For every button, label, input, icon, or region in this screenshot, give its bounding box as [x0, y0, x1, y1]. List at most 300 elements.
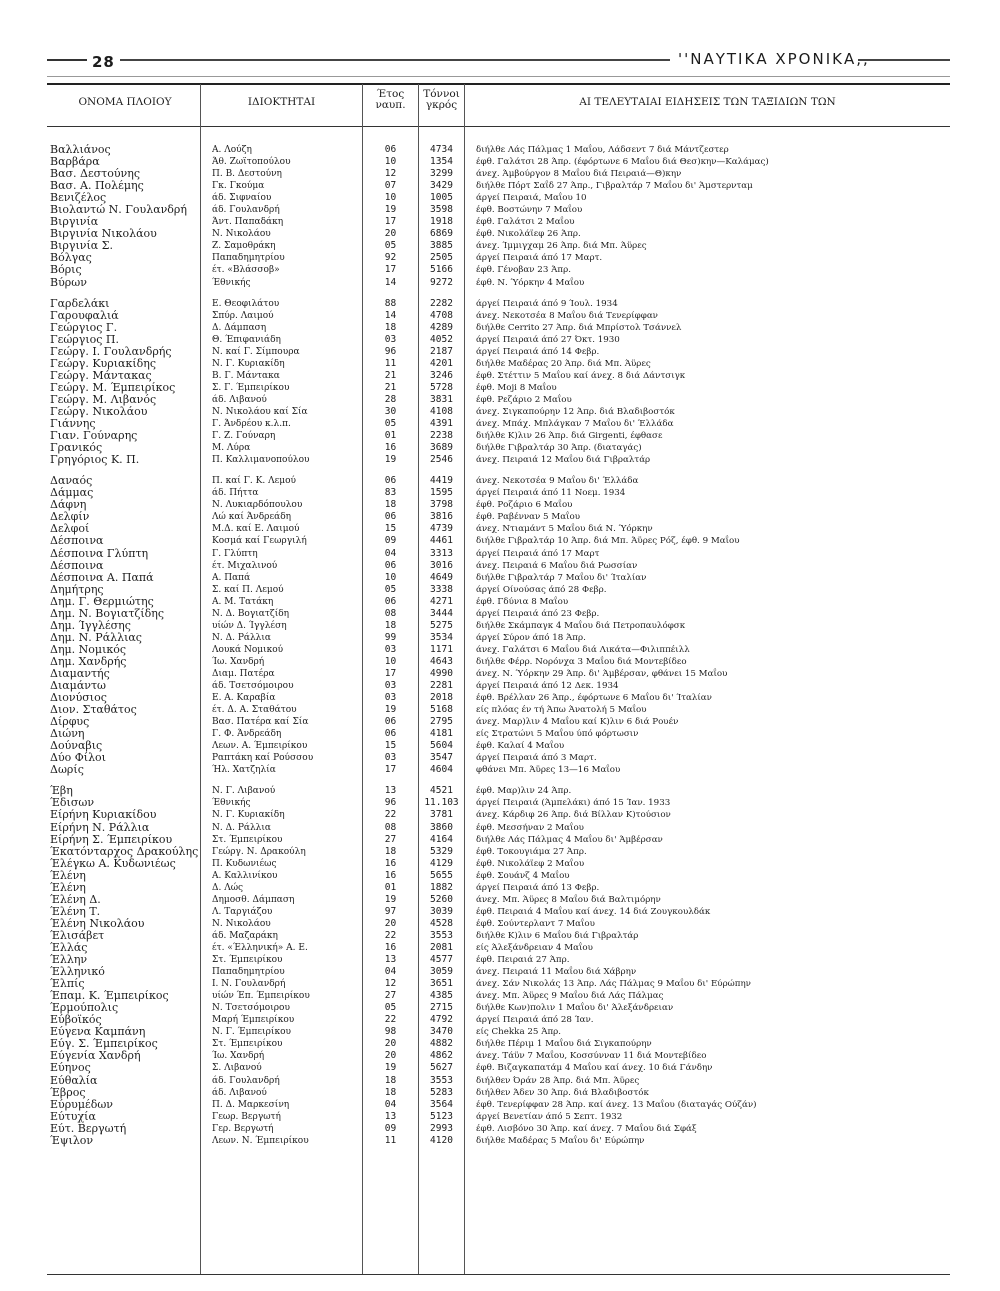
owner-name-cell: Γερ. Βεργωτή: [212, 1123, 274, 1134]
ship-name-cell: Έβη: [50, 785, 73, 798]
voyage-news-cell: άργεί Πειραιά άπό 17 Μαρτ.: [476, 253, 603, 264]
voyage-news-cell: διήλθεν Όράν 28 Άπρ. διά Μπ. Άϋρες: [476, 1075, 640, 1086]
voyage-news-cell: άνεχ. Άμβούργον 8 Μαΐου διά Πειραιά—Θ)κην: [476, 169, 682, 180]
owner-name-cell: Άντ. Παπαδάκη: [212, 217, 284, 228]
owner-name-cell: Λ. Ταργιάζου: [212, 906, 273, 917]
gross-tons-cell: 4461: [430, 535, 453, 547]
ship-name-cell: Εύβοϊκός: [50, 1014, 102, 1027]
gross-tons-cell: 3798: [430, 499, 453, 511]
owner-name-cell: Σπύρ. Λαιμού: [212, 310, 274, 321]
ship-name-cell: Εύηνος: [50, 1062, 91, 1075]
voyage-news-cell: άνεχ. Ίμμιγχαμ 26 Άπρ. διά Μπ. Άϋρες: [476, 241, 647, 252]
voyage-news-cell: διήλθε Σκάμπαγκ 4 Μαΐου διά Πετροπαυλόφσκ: [476, 620, 686, 631]
owner-name-cell: Π. καί Γ. Κ. Λεμού: [212, 476, 296, 487]
gross-tons-cell: 2081: [430, 942, 453, 953]
build-year-cell: 06: [384, 475, 397, 487]
voyage-news-cell: είς Chekka 25 Άπρ.: [476, 1027, 562, 1038]
gross-tons-cell: 5728: [430, 381, 453, 393]
ship-name-cell: Δέσποινα Γλύπτη: [50, 547, 149, 560]
ship-name-cell: Έλλάς: [50, 942, 88, 954]
ship-name-cell: Εύγενα Καμπάνη: [50, 1026, 146, 1039]
build-year-cell: 22: [384, 1014, 397, 1026]
ship-name-cell: Δημ. Ν. Βογιατζίδης: [50, 607, 165, 620]
owner-name-cell: Π. Δ. Μαρκεσίνη: [212, 1099, 290, 1110]
owner-name-cell: έτ. «Βλάσσοβ»: [212, 265, 280, 276]
voyage-news-cell: άργεί Πειραιά άπό 23 Φεβρ.: [476, 608, 600, 619]
owner-name-cell: Ν. Δ. Βογιατζίδη: [212, 608, 290, 619]
voyage-news-cell: φθάνει Μπ. Άϋρες 13—16 Μαΐου: [476, 765, 621, 776]
build-year-cell: 09: [384, 1122, 397, 1134]
gross-tons-cell: 3547: [430, 752, 453, 764]
ship-name-cell: Διαμαντής: [50, 667, 110, 680]
ship-name-cell: Έλληνικό: [50, 966, 105, 979]
gross-tons-cell: 4708: [430, 309, 453, 321]
gross-tons-cell: 3816: [430, 511, 453, 523]
voyage-news-cell: έφθ. Στέττιν 5 Μαΐου καί άνεχ. 8 διά Δάντσιγκ: [476, 370, 686, 381]
year-header-line1: Έτος: [376, 88, 405, 100]
voyage-news-cell: άνεχ. Μπ. Άϋρες 8 Μαΐου διά Βαλτιμόρην: [476, 894, 661, 905]
voyage-news-cell: άργεί Πειραιά άπό 9 Ίουλ. 1934: [476, 298, 618, 309]
owners-column: [212, 144, 360, 1147]
page-header: [0, 0, 1000, 80]
ship-name-cell: Γεώργ. Νικολάου: [50, 405, 148, 418]
owner-name-cell: υίών Δ. Ίγγλέση: [212, 620, 287, 631]
ship-name-cell: Δελφοί: [50, 523, 90, 536]
gross-tons-cell: 2187: [430, 345, 453, 357]
gross-tons-cell: 4108: [430, 405, 453, 417]
ship-name-cell: Δύο Φίλοι: [50, 752, 106, 765]
voyage-news-cell: έφθ. Βιζαγκαπατάμ 4 Μαΐου καί άνεχ. 10 διά Γάνδην: [476, 1063, 713, 1074]
build-year-cell: 15: [384, 740, 397, 752]
gross-tons-cell: 5123: [430, 1110, 453, 1122]
build-year-cell: 98: [384, 1026, 397, 1038]
build-year-cell: 18: [384, 1086, 397, 1098]
gross-tons-cell: 4201: [430, 357, 453, 369]
build-year-cell: 83: [384, 487, 397, 499]
build-year-cell: 13: [384, 785, 397, 797]
voyage-news-cell: έφθ. Μεσσήναν 2 Μαΐου: [476, 822, 584, 833]
owner-name-cell: έτ. Μιχαλινού: [212, 560, 278, 571]
voyage-news-cell: έφθ. Ραβένναν 5 Μαΐου: [476, 512, 581, 523]
ship-name-cell: Δίρφυς: [50, 716, 90, 729]
ship-name-cell: Εύγ. Σ. Έμπειρίκος: [50, 1038, 158, 1051]
gross-tons-cell: 3444: [430, 607, 453, 619]
build-year-cell: 13: [384, 1110, 397, 1122]
ship-name-cell: Γιάννης: [50, 418, 96, 431]
owner-name-cell: Ραπτάκη καί Ρούσσου: [212, 753, 314, 764]
ship-name-cell: Βόλγας: [50, 252, 92, 265]
group-spacer: [419, 776, 464, 785]
gross-tons-cell: 2282: [430, 297, 453, 309]
year-column: [363, 144, 418, 1147]
gross-tons-cell: 1354: [430, 156, 453, 168]
voyage-news-cell: άργεί Πειραιά άπό 27 Όκτ. 1930: [476, 334, 620, 345]
owner-name-cell: Δ. Δάμπαση: [212, 322, 267, 333]
build-year-cell: 18: [384, 1074, 397, 1086]
gross-tons-cell: 3429: [430, 180, 453, 192]
build-year-cell: 14: [384, 309, 397, 321]
owner-name-cell: Ν. Γ. Λιβανού: [212, 786, 276, 797]
voyage-news-cell: άνεχ. Μπάχ. Μπλάγκαν 7 Μαΐου δι' Έλλάδα: [476, 419, 674, 430]
gross-tons-cell: 4052: [430, 333, 453, 345]
owner-name-cell: Διαμ. Πατέρα: [212, 668, 275, 679]
ship-name-cell: Έλένη: [50, 869, 86, 882]
owner-name-cell: Κοσμά καί Γεωργιλή: [212, 536, 307, 547]
gross-tons-cell: 4604: [430, 764, 453, 776]
ship-name-cell: Γαρδελάκι: [50, 297, 110, 310]
owner-name-cell: Ν. Δ. Ράλλια: [212, 632, 271, 643]
ship-name-cell: Έλέγκω Α. Κυδωνιέως: [50, 857, 176, 870]
gross-tons-cell: 2018: [430, 692, 453, 704]
ship-name-cell: Είρήνη Σ. Έμπειρίκου: [50, 833, 173, 846]
voyage-news-cell: διήλθε Λάς Πάλμας 1 Μαΐου, Λάδσεντ 7 διά Μάντζεστερ: [476, 145, 729, 155]
gross-tons-cell: 5604: [430, 740, 453, 752]
gross-tons-cell: 4391: [430, 418, 453, 430]
voyage-news-cell: διήλθε Κων)πολιν 1 Μαΐου δι' Άλεξάνδρειαν: [476, 1003, 674, 1014]
ship-name-cell: Εύτ. Βεργωτή: [50, 1122, 127, 1135]
build-year-cell: 18: [384, 845, 397, 857]
ship-name-cell: Βιολαντώ Ν. Γουλανδρή: [50, 204, 187, 217]
owner-name-cell: Σ. Γ. Έμπειρίκου: [212, 382, 290, 393]
ship-name-cell: Εύγενία Χανδρή: [50, 1050, 141, 1063]
ship-name-cell: Βενιζέλος: [50, 192, 107, 205]
ship-name-cell: Δέσποινα: [50, 535, 104, 548]
voyage-news-cell: έφθ. Λισβόνο 30 Άπρ. καί άνεχ. 7 Μαΐου διά Σφάξ: [476, 1123, 697, 1134]
build-year-cell: 06: [384, 716, 397, 728]
gross-tons-cell: 4419: [430, 475, 453, 487]
ship-name-cell: Έκατόνταρχος Δρακούλης: [50, 845, 199, 858]
owner-name-cell: Π. Β. Δεστούνη: [212, 169, 282, 180]
gross-tons-cell: 1005: [430, 192, 453, 204]
gross-tons-cell: 4129: [430, 857, 453, 869]
build-year-cell: 08: [384, 821, 397, 833]
gross-tons-cell: 11.103: [424, 797, 459, 809]
owner-name-cell: Δ. Λώς: [212, 882, 244, 893]
voyage-news-cell: άνεχ. Νεκοτσέα 9 Μαΐου δι' Έλλάδα: [476, 476, 639, 487]
owner-name-cell: Έθνικής: [212, 277, 251, 288]
gross-tons-cell: 3860: [430, 821, 453, 833]
voyage-news-cell: έφθ. Πειραιά 27 Άπρ.: [476, 955, 570, 966]
header-rule-right: [858, 59, 950, 61]
owner-name-cell: Θ. Έπιφανιάδη: [212, 334, 281, 345]
owner-name-cell: Ε. Θεοφιλάτου: [212, 298, 280, 309]
build-year-cell: 17: [384, 667, 397, 679]
owner-name-cell: Ν. Τσετσόμοιρου: [212, 1003, 290, 1014]
build-year-cell: 14: [384, 276, 397, 288]
build-year-cell: 16: [384, 869, 397, 881]
ship-name-cell: Δάφνη: [50, 499, 87, 512]
voyage-news-cell: άργεί Πειραιά άπό 12 Δεκ. 1934: [476, 681, 619, 692]
ship-name-cell: Έλισάβετ: [50, 929, 105, 942]
ship-name-cell: Βιργινία Νικολάου: [50, 228, 157, 241]
owner-name-cell: Βασ. Πατέρα καί Σία: [212, 717, 309, 728]
group-spacer: [363, 776, 418, 785]
voyage-news-cell: άνεχ. Νεκοτσέα 8 Μαΐου διά Τενερίφφαν: [476, 310, 658, 321]
voyage-news-cell: έφθ. Σουάνζ 4 Μαΐου: [476, 870, 570, 881]
ship-name-cell: Έβρος: [50, 1086, 86, 1099]
owner-name-cell: άδ. Λιβανού: [212, 1087, 267, 1098]
ship-name-cell: Έπαμ. Κ. Έμπειρίκος: [50, 990, 169, 1003]
voyage-news-cell: διήλθε Λάς Πάλμας 4 Μαΐου δι' Άμβέρσαν: [476, 834, 663, 845]
build-year-cell: 08: [384, 607, 397, 619]
voyage-news-cell: έφθ. Πειραιά 4 Μαΐου καί άνεχ. 14 διά Ζουγκουλδάκ: [476, 906, 711, 917]
build-year-cell: 96: [384, 797, 397, 809]
voyage-news-cell: άργεί Πειραιά άπό 14 Φεβρ.: [476, 346, 600, 357]
gross-tons-cell: 4643: [430, 655, 453, 667]
group-spacer: [50, 289, 199, 298]
voyage-news-cell: διήλθε Κ)λιν 26 Άπρ. διά Girgenti, έφθασε: [476, 431, 663, 442]
group-spacer: [419, 466, 464, 475]
owner-name-cell: Ν. Νικολάου: [212, 918, 271, 929]
gross-tons-cell: 3831: [430, 393, 453, 405]
build-year-cell: 03: [384, 643, 397, 655]
gross-tons-cell: 3470: [430, 1026, 453, 1038]
owner-name-cell: Στ. Έμπειρίκου: [212, 834, 283, 845]
voyage-news-cell: είς Στρατώνι 5 Μαΐου ύπό φόρτωσιν: [476, 729, 639, 740]
group-spacer: [212, 466, 360, 475]
gross-tons-cell: 3299: [430, 168, 453, 180]
ship-name-cell: Γεώργ. Κυριακίδης: [50, 357, 157, 370]
build-year-cell: 04: [384, 547, 397, 559]
owner-name-cell: Α. Παπά: [212, 572, 251, 583]
build-year-cell: 19: [384, 893, 397, 905]
voyage-news-cell: έφθ. Τενερίφφαν 28 Άπρ. καί άνεχ. 13 Μαΐου (διαταγάς Ούζάν): [476, 1099, 757, 1110]
group-spacer: [476, 776, 948, 785]
build-year-cell: 09: [384, 535, 397, 547]
gross-tons-cell: 4792: [430, 1014, 453, 1026]
gross-tons-cell: 1918: [430, 216, 453, 228]
build-year-cell: 10: [384, 655, 397, 667]
owner-name-cell: Π. Κυδωνιέως: [212, 858, 277, 869]
gross-tons-cell: 5329: [430, 845, 453, 857]
group-spacer: [363, 289, 418, 298]
ship-name-cell: Δούναβις: [50, 740, 103, 753]
header-rule-left-short: [47, 59, 87, 61]
ship-name-cell: Βόρις: [50, 264, 82, 277]
build-year-cell: 17: [384, 764, 397, 776]
gross-tons-cell: 3885: [430, 240, 453, 252]
voyage-news-cell: διήλθε Φέρρ. Νορόνχα 3 Μαΐου διά Μοντεβίδεο: [476, 656, 687, 667]
owner-name-cell: Γεώργ. Ν. Δρακούλη: [212, 846, 306, 857]
voyage-news-cell: διήλθε Γιβραλτάρ 7 Μαΐου δι' Ίταλίαν: [476, 572, 647, 583]
owner-name-cell: Γεωρ. Βεργωτή: [212, 1111, 281, 1122]
build-year-cell: 88: [384, 297, 397, 309]
build-year-cell: 07: [384, 180, 397, 192]
build-year-cell: 11: [384, 357, 397, 369]
ship-name-cell: Δάμμας: [50, 487, 94, 500]
voyage-news-cell: διήλθε Μαδέρας 20 Άπρ. διά Μπ. Άϋρες: [476, 358, 651, 369]
voyage-news-cell: άνεχ. Ντιαμάντ 5 Μαΐου διά Ν. Ύόρκην: [476, 524, 653, 535]
owner-name-cell: Μ. Λύρα: [212, 443, 251, 454]
gross-tons-cell: 3564: [430, 1098, 453, 1110]
gross-tons-cell: 4577: [430, 954, 453, 966]
gross-tons-cell: 2238: [430, 430, 453, 442]
owner-name-cell: άδ. Λιβανού: [212, 394, 267, 405]
build-year-cell: 96: [384, 345, 397, 357]
build-year-cell: 18: [384, 619, 397, 631]
gross-tons-cell: 4734: [430, 144, 453, 155]
build-year-cell: 19: [384, 704, 397, 716]
ship-name-cell: Γρανικός: [50, 442, 103, 455]
group-spacer: [50, 466, 199, 475]
gross-tons-cell: 1595: [430, 487, 453, 499]
gross-tons-cell: 4739: [430, 523, 453, 535]
voyage-news-cell: έφθ. Ν. Ύόρκην 4 Μαΐου: [476, 277, 585, 288]
column-divider-4: [464, 84, 465, 1274]
build-year-cell: 30: [384, 405, 397, 417]
voyage-news-cell: έφθ. Βοστώνην 7 Μαΐου: [476, 205, 583, 216]
owner-name-cell: Λεων. Ν. Έμπειρίκου: [212, 1135, 309, 1146]
build-year-cell: 12: [384, 978, 397, 990]
voyage-news-cell: άργεί Σύρον άπό 18 Άπρ.: [476, 632, 586, 643]
build-year-cell: 15: [384, 523, 397, 535]
voyage-news-cell: διήλθε Πέριμ 1 Μαΐου διά Σιγκαπούρην: [476, 1039, 652, 1050]
build-year-cell: 01: [384, 881, 397, 893]
owner-name-cell: Ήλ. Χατζηλία: [212, 765, 276, 776]
build-year-cell: 06: [384, 559, 397, 571]
build-year-cell: 13: [384, 954, 397, 966]
gross-tons-cell: 5168: [430, 704, 453, 716]
ship-name-cell: Δωρίς: [50, 764, 84, 777]
ship-name-cell: Γεώργ. Μ. Λιβανός: [50, 393, 157, 406]
owner-name-cell: Άθ. Ζωϊτοπούλου: [212, 157, 291, 168]
gross-tons-cell: 4289: [430, 321, 453, 333]
owner-name-cell: Ίω. Χανδρή: [212, 1051, 265, 1062]
group-spacer: [50, 776, 199, 785]
build-year-cell: 21: [384, 381, 397, 393]
owner-name-cell: Ν. Γ. Έμπειρίκου: [212, 1027, 291, 1038]
build-year-cell: 99: [384, 631, 397, 643]
voyage-news-cell: άργεί Βενετίαν άπό 5 Σεπτ. 1932: [476, 1111, 623, 1122]
build-year-cell: 19: [384, 204, 397, 216]
owner-name-cell: υίών Έπ. Έμπειρίκου: [212, 991, 310, 1002]
ship-name-cell: Γεώργ. Μ. Έμπειρίκος: [50, 381, 176, 394]
build-year-cell: 20: [384, 1050, 397, 1062]
voyage-news-cell: έφθ. Βρέλλαν 26 Άπρ., έφόρτωνε 6 Μαΐου δι' Ίταλίαν: [476, 693, 712, 704]
build-year-cell: 05: [384, 583, 397, 595]
gross-tons-cell: 2715: [430, 1002, 453, 1014]
voyage-news-cell: διήλθε Cerrito 27 Άπρ. διά Μπρίστολ Τσάννελ: [476, 322, 682, 333]
voyage-news-cell: άργεί Πειραιά άπό 28 Ίαν.: [476, 1015, 594, 1026]
build-year-cell: 27: [384, 990, 397, 1002]
gross-tons-cell: 4181: [430, 728, 453, 740]
owner-name-cell: Λουκά Νομικού: [212, 644, 284, 655]
tons-header: [419, 89, 464, 111]
owner-name-cell: Ν. Γ. Κυριακίδη: [212, 358, 285, 369]
news-header: ΑΙ ΤΕΛΕΥΤΑΙΑΙ ΕΙΔΗΣΕΙΣ ΤΩΝ ΤΑΞΙΔΙΩΝ ΤΩΝ: [579, 96, 836, 108]
voyage-news-cell: έφθ. Μαρ)λιν 24 Άπρ.: [476, 786, 572, 797]
group-spacer: [212, 289, 360, 298]
build-year-cell: 06: [384, 595, 397, 607]
owner-name-cell: Παπαδημητρίου: [212, 253, 285, 264]
build-year-cell: 17: [384, 264, 397, 276]
group-spacer: [476, 466, 948, 475]
owner-name-cell: Ε. Α. Καραβία: [212, 693, 276, 704]
gross-tons-cell: 3553: [430, 929, 453, 941]
voyage-news-cell: άνεχ. Μαρ)λιν 4 Μαΐου καί Κ)λιν 6 διά Ρουέν: [476, 717, 679, 728]
voyage-news-cell: άργεί Πειραιά (Άμπελάκι) άπό 15 Ίαν. 1933: [476, 798, 671, 809]
owner-name-cell: Ζ. Σαμοθράκη: [212, 241, 276, 252]
ship-name-cell: Δημήτρης: [50, 583, 104, 596]
voyage-news-cell: διήλθεν Άδεν 30 Άπρ. διά Βλαδιβοστόκ: [476, 1087, 649, 1098]
ship-name-cell: Είρήνη Κυριακίδου: [50, 809, 157, 822]
gross-tons-cell: 4528: [430, 917, 453, 929]
owner-name-cell: Γ. Γλύπτη: [212, 548, 258, 559]
gross-tons-cell: 2546: [430, 454, 453, 466]
owner-name-cell: Μαρή Έμπειρίκου: [212, 1015, 295, 1026]
tons-header-line2: γκρός: [425, 99, 458, 111]
owner-name-cell: Α. Μ. Τατάκη: [212, 596, 274, 607]
ship-name-cell: Έψιλον: [50, 1134, 94, 1147]
owner-name-cell: Ν. Δ. Ράλλια: [212, 822, 271, 833]
ship-name-cell: Έλπίς: [50, 978, 85, 991]
voyage-news-cell: έφθ. Ρεζάριο 2 Μαΐου: [476, 394, 572, 405]
build-year-cell: 22: [384, 809, 397, 821]
voyage-news-cell: άργεί Πειραιά άπό 17 Μαρτ: [476, 548, 600, 559]
owner-name-cell: Γ. Ζ. Γούναρη: [212, 431, 276, 442]
tons-header-line1: Τόννοι: [423, 88, 460, 100]
ship-name-cell: Βαλλιάνος: [50, 144, 111, 156]
gross-tons-cell: 3598: [430, 204, 453, 216]
group-spacer: [212, 776, 360, 785]
build-year-cell: 10: [384, 192, 397, 204]
gross-tons-cell: 5283: [430, 1086, 453, 1098]
owner-name-cell: άδ. Σιφναίου: [212, 193, 272, 204]
ship-name-cell: Βιργινία Σ.: [50, 240, 113, 253]
build-year-cell: 28: [384, 393, 397, 405]
ship-name-cell: Δαναός: [50, 475, 93, 488]
ship-name-cell: Βασ. Δεστούνης: [50, 168, 140, 181]
gross-tons-cell: 4862: [430, 1050, 453, 1062]
ship-name-cell: Έλλην: [50, 954, 88, 967]
voyage-news-cell: άργεί Πειραιά άπό 11 Νοεμ. 1934: [476, 488, 626, 499]
voyage-news-cell: διήλθε Γιβραλτάρ 10 Άπρ. διά Μπ. Άϋρες Ρόζ, έφθ. 9 Μαΐου: [476, 536, 740, 547]
owner-name-cell: Έθνικής: [212, 798, 251, 809]
owner-name-cell: Γκ. Γκούμα: [212, 181, 265, 192]
ship-name-cell: Δέσποινα: [50, 559, 104, 572]
owner-name-cell: Παπαδημητρίου: [212, 967, 285, 978]
voyage-news-cell: διήλθε Μαδέρας 5 Μαΐου δι' Εύρώπην: [476, 1135, 645, 1146]
owner-name-cell: Ι. Ν. Γουλανδρή: [212, 979, 286, 990]
voyage-news-cell: έφθ. Τοκουγιάμα 27 Άπρ.: [476, 846, 587, 857]
build-year-cell: 16: [384, 857, 397, 869]
ship-name-cell: Έδισων: [50, 797, 94, 810]
build-year-cell: 06: [384, 144, 397, 155]
owner-name-cell: Ν. Λυκιαρδόπουλου: [212, 500, 303, 511]
build-year-cell: 16: [384, 942, 397, 953]
voyage-news-cell: άνεχ. Πειραιά 6 Μαΐου διά Ρωσσίαν: [476, 560, 638, 571]
table-bottom-rule: [47, 1274, 950, 1275]
gross-tons-cell: 4271: [430, 595, 453, 607]
build-year-cell: 06: [384, 728, 397, 740]
gross-tons-cell: 1171: [430, 643, 453, 655]
gross-tons-cell: 4990: [430, 667, 453, 679]
voyage-news-cell: είς πλόας έν τή Άπω Άνατολή 5 Μαΐου: [476, 705, 647, 716]
build-year-cell: 03: [384, 752, 397, 764]
ship-name-cell: Έλένη: [50, 881, 86, 894]
ship-name-cell: Γεώργιος Π.: [50, 333, 120, 346]
voyage-news-cell: άνεχ. Τάϋν 7 Μαΐου, Κοσσύνναν 11 διά Μοντεβίδεο: [476, 1051, 707, 1062]
voyage-news-cell: άνεχ. Γαλάτσι 6 Μαΐου διά Λικάτα—Φιλιππέιλλ: [476, 644, 690, 655]
voyage-news-cell: έφθ. Καλαί 4 Μαΐου: [476, 741, 565, 752]
voyage-news-cell: άνεχ. Σιγκαπούρην 12 Άπρ. διά Βλαδιβοστόκ: [476, 406, 675, 417]
ship-name-cell: Έλένη Νικολάου: [50, 917, 145, 930]
build-year-cell: 20: [384, 228, 397, 240]
gross-tons-cell: 6869: [430, 228, 453, 240]
build-year-cell: 12: [384, 168, 397, 180]
owner-name-cell: Ίω. Χανδρή: [212, 656, 265, 667]
gross-tons-cell: 4164: [430, 833, 453, 845]
